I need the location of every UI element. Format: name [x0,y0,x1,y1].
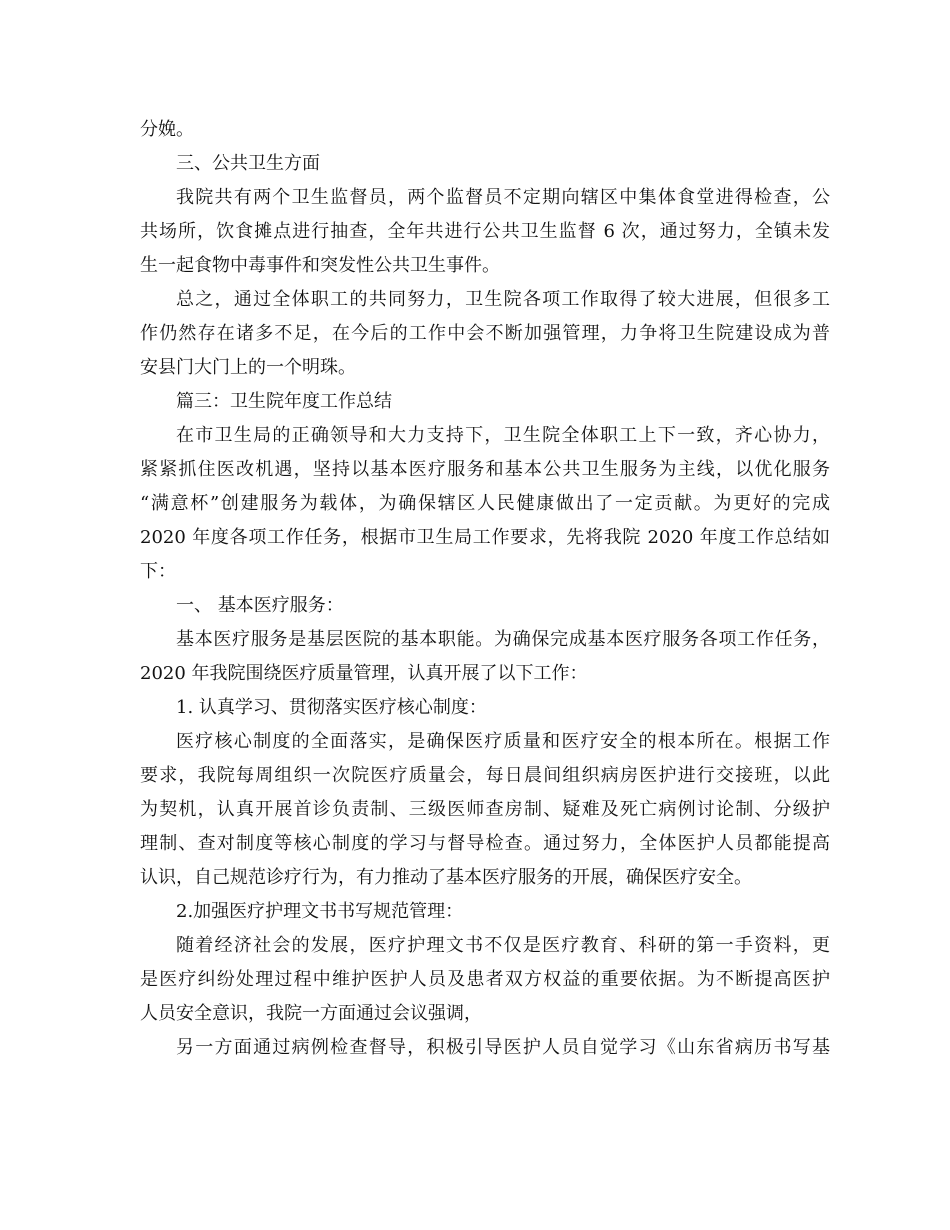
text-line: 作仍然存在诸多不足，在今后的工作中会不断加强管理，力争将卫生院建设成为普 [140,323,830,344]
text-line: 生一起食物中毒事件和突发性公共卫生事件。 [140,255,500,276]
text-line: 分娩。 [140,119,194,140]
text-line: 人员安全意识，我院一方面通过会议强调， [140,1003,482,1024]
text-line: 总之，通过全体职工的共同努力，卫生院各项工作取得了较大进展，但很多工 [176,289,830,310]
text-line: 基本医疗服务是基层医院的基本职能。为确保完成基本医疗服务各项工作任务， [176,629,830,650]
text-line: 随着经济社会的发展，医疗护理文书不仅是医疗教育、科研的第一手资料，更 [176,935,830,956]
section-heading: 2.加强医疗护理文书书写规范管理： [176,901,464,922]
text-line: 医疗核心制度的全面落实，是确保医疗质量和医疗安全的根本所在。根据工作 [176,731,830,752]
text-line: 2020 年度各项工作任务，根据市卫生局工作要求，先将我院 2020 年度工作总结如 [140,527,830,548]
text-line: 安县门大门上的一个明珠。 [140,357,356,378]
section-heading: 1. 认真学习、贯彻落实医疗核心制度： [176,697,487,718]
text-line: 共场所，饮食摊点进行抽查，全年共进行公共卫生监督 6 次，通过努力，全镇未发 [140,221,830,242]
section-heading: 三、公共卫生方面 [176,153,320,174]
text-line: 是医疗纠纷处理过程中维护医护人员及患者双方权益的重要依据。为不断提高医护 [140,969,830,990]
text-line: 下： [140,561,176,582]
text-line: 另一方面通过病例检查督导，积极引导医护人员自觉学习《山东省病历书写基 [176,1037,830,1058]
section-heading: 篇三：卫生院年度工作总结 [176,391,392,412]
text-line: 在市卫生局的正确领导和大力支持下，卫生院全体职工上下一致，齐心协力， [176,425,830,446]
text-line: “满意杯”创建服务为载体，为确保辖区人民健康做出了一定贡献。为更好的完成 [140,493,830,514]
text-line: 理制、查对制度等核心制度的学习与督导检查。通过努力，全体医护人员都能提高 [140,833,830,854]
section-heading: 一、 基本医疗服务： [176,595,344,616]
text-line: 2020 年我院围绕医疗质量管理，认真开展了以下工作： [140,663,588,684]
text-line: 紧紧抓住医改机遇，坚持以基本医疗服务和基本公共卫生服务为主线，以优化服务 [140,459,830,480]
text-line: 要求，我院每周组织一次院医疗质量会，每日晨间组织病房医护进行交接班，以此 [140,765,830,786]
text-line: 我院共有两个卫生监督员，两个监督员不定期向辖区中集体食堂进得检查，公 [176,187,830,208]
text-line: 认识，自己规范诊疗行为，有力推动了基本医疗服务的开展，确保医疗安全。 [140,867,752,888]
text-line: 为契机，认真开展首诊负责制、三级医师查房制、疑难及死亡病例讨论制、分级护 [140,799,830,820]
